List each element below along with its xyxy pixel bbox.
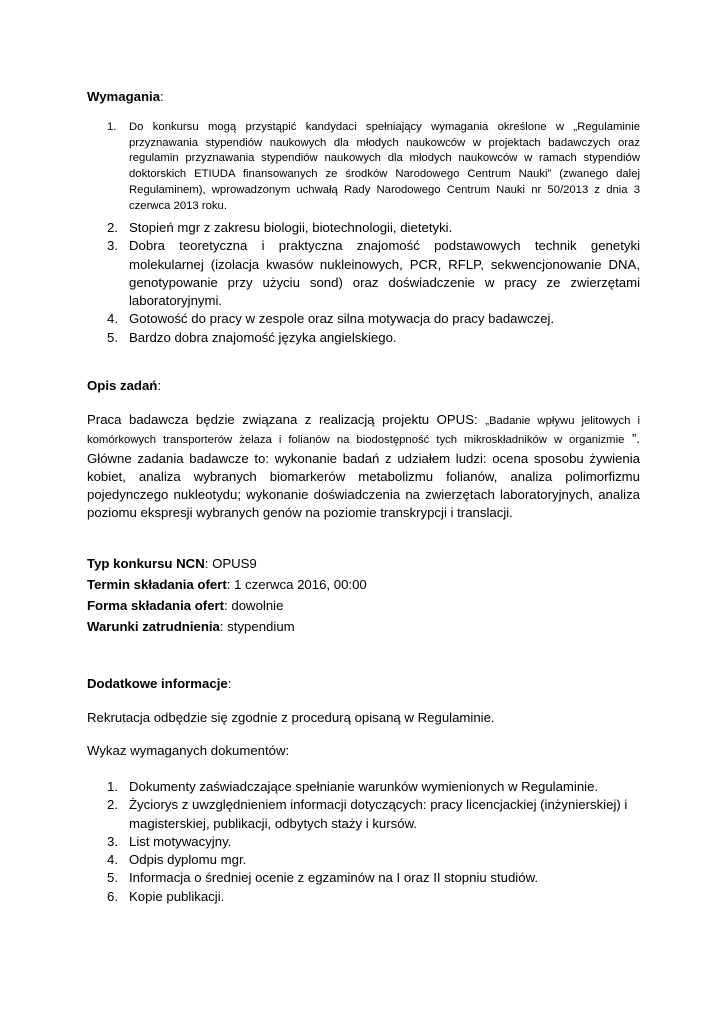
requirements-list	[87, 120, 640, 214]
tasks-description: Praca badawcza będzie związana z realizacją projektu OPUS: „Badanie wpływu jelitowych i komórkowych transporterów żelaza i folianów na biodostępność tych mikroskładników w organizmie ”. Główne zadania badawcze to: wykonanie badań z udziałem ludzi: ocena sposobu żywienia kobiet, analiza wybranych biomarkerów metabolizmu folianów, analiza polimorfizmu pojedynczego nukleotydu; wykonanie doświadczenia na zwierzętach laboratoryjnych, analiza poziomu ekspresji wybranych genów na poziomie transkrypcji i translacji.	[87, 412, 640, 521]
detail-deadline: Termin składania ofert: 1 czerwca 2016, 00:00	[87, 577, 367, 592]
list-item: 6. Kopie publikacji.	[107, 888, 225, 904]
documents-heading: Wykaz wymaganych dokumentów:	[87, 743, 290, 758]
list-item: 3. List motywacyjny.	[107, 833, 232, 849]
list-item: 2. Życiorys z uwzględnieniem informacji dotyczących: pracy licencjackiej (inżynierskiej) i magisterskiej, publikacji, odbytych staży i kursów.	[107, 797, 628, 831]
list-item: 5. Bardzo dobra znajomość języka angielskiego.	[107, 329, 397, 345]
list-item: 3. Dobra teoretyczna i praktyczna znajomość podstawowych technik genetyki molekularnej (izolacja kwasów nukleinowych, PCR, RFLP, sekwencjonowanie DNA, genotypowanie przy użyciu sond) oraz doświadczenie w pracy ze zwierzętami laboratoryjnymi.	[107, 238, 640, 309]
list-item: 5. Informacja o średniej ocenie z egzaminów na I oraz II stopniu studiów.	[107, 870, 539, 886]
additional-heading: Dodatkowe informacje:	[87, 676, 232, 691]
recruitment-text: Rekrutacja odbędzie się zgodnie z procedurą opisaną w Regulaminie.	[87, 710, 495, 725]
list-item: 2. Stopień mgr z zakresu biologii, biotechnologii, dietetyki.	[107, 220, 453, 235]
requirements-list-cont	[87, 219, 640, 347]
list-item: 1. Do konkursu mogą przystąpić kandydaci spełniający wymagania określone w „Regulaminie przyznawania stypendiów naukowych dla młodych naukowców w projektach badawczych oraz regulamin przyznawania stypendiów naukowych dla młodych naukowców w ramach stypendiów doktorskich ETIUDA finansowanych ze środków Narodowego Centrum Nauki” (zwanego dalej Regulaminem), wprowadzonym uchwałą Rady Narodowego Centrum Nauki nr 50/2013 z dnia 3 czerwca 2013 roku.	[107, 121, 640, 212]
requirements-heading: Wymagania:	[87, 89, 164, 104]
list-item: 1. Dokumenty zaświadczające spełnianie warunków wymienionych w Regulaminie.	[107, 779, 599, 794]
documents-list	[87, 778, 640, 906]
detail-contest-type: Typ konkursu NCN: OPUS9	[87, 556, 257, 571]
detail-submission-form: Forma składania ofert: dowolnie	[87, 598, 284, 613]
tasks-heading: Opis zadań:	[87, 378, 162, 393]
detail-employment-terms: Warunki zatrudnienia: stypendium	[87, 619, 295, 634]
list-item: 4. Gotowość do pracy w zespole oraz silna motywacja do pracy badawczej.	[107, 311, 555, 327]
details-list	[87, 553, 640, 637]
list-item: 4. Odpis dyplomu mgr.	[107, 852, 247, 868]
